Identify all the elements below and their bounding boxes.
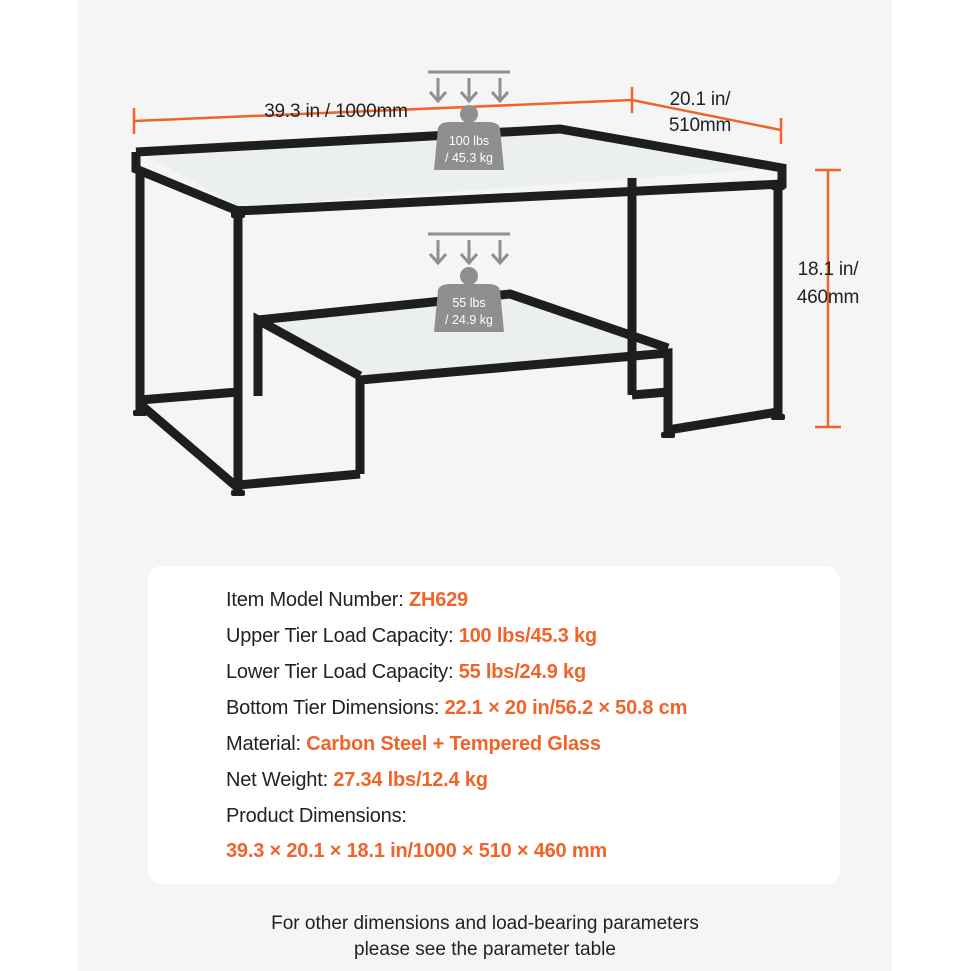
spec-value: 55 lbs/24.9 kg <box>458 661 586 683</box>
spec-value: Carbon Steel + Tempered Glass <box>306 733 601 755</box>
length-label: 39.3 in / 1000mm <box>264 101 408 122</box>
spec-label: Upper Tier Load Capacity: <box>226 625 459 647</box>
lower-load-arrows-icon <box>428 234 510 263</box>
upper-load-line1: 100 lbs <box>448 134 490 148</box>
spec-label: Item Model Number: <box>226 589 409 611</box>
footer-note-line1: For other dimensions and load-bearing parameters <box>271 913 699 934</box>
spec-product-dimensions-value: 39.3 × 20.1 × 18.1 in/1000 × 510 × 460 mm <box>226 840 607 862</box>
upper-load-arrows-icon <box>428 72 510 101</box>
lower-load-line1: 55 lbs <box>452 296 486 310</box>
footer-note-line2: please see the parameter table <box>354 939 616 960</box>
height-label-line1: 18.1 in/ <box>797 259 859 280</box>
lower-load-line2: / 24.9 kg <box>445 313 493 327</box>
height-label-line2: 460mm <box>796 287 860 308</box>
spec-value: 22.1 × 20 in/56.2 × 50.8 cm <box>444 697 688 719</box>
spec-material <box>226 731 601 757</box>
width-label-line2: 510mm <box>668 115 732 136</box>
spec-net-weight <box>226 767 488 793</box>
spec-label: Lower Tier Load Capacity: <box>226 661 459 683</box>
spec-label: Material: <box>226 733 307 755</box>
spec-upper-load <box>226 623 597 649</box>
spec-label: Net Weight: <box>226 769 334 791</box>
width-label-line1: 20.1 in/ <box>669 89 731 110</box>
spec-lower-load <box>226 659 586 685</box>
spec-value: ZH629 <box>408 589 468 611</box>
spec-card <box>148 566 840 884</box>
spec-value: 100 lbs/45.3 kg <box>458 625 597 647</box>
upper-load-line2: / 45.3 kg <box>445 151 493 165</box>
spec-label: Bottom Tier Dimensions: <box>226 697 445 719</box>
spec-product-dimensions-label: Product Dimensions: <box>226 805 407 827</box>
spec-value: 27.34 lbs/12.4 kg <box>333 769 488 791</box>
spec-model-number <box>226 587 468 613</box>
spec-bottom-tier-dimensions <box>226 695 687 721</box>
